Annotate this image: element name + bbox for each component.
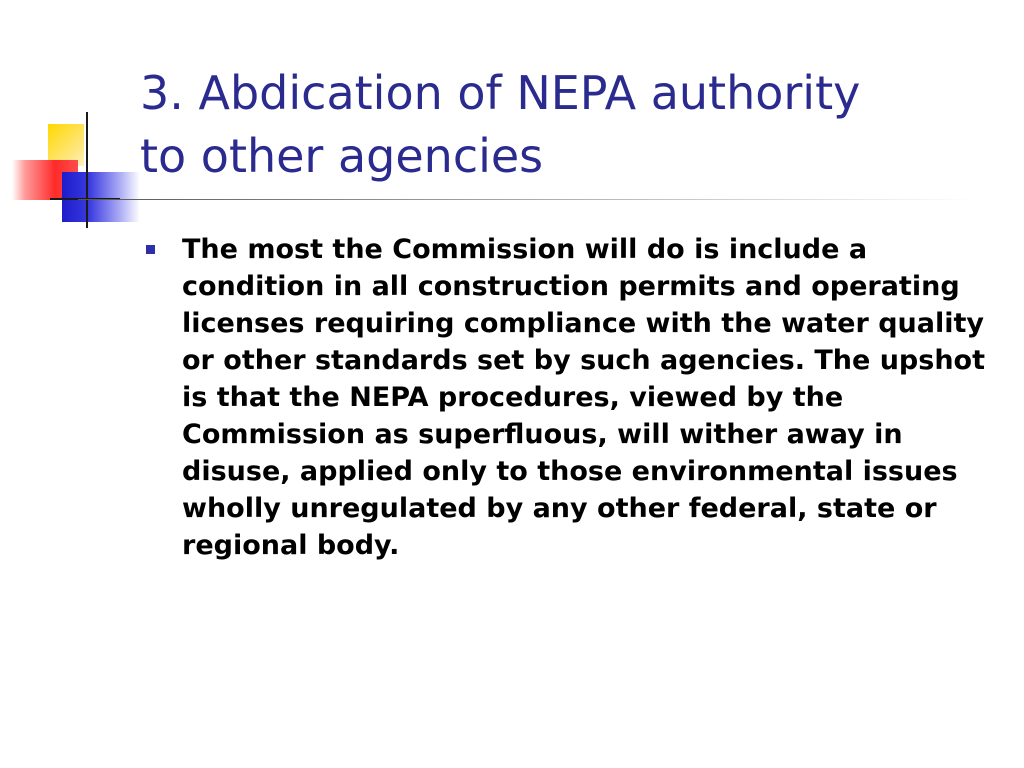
logo-blue-square: [62, 172, 140, 222]
bullet-item: [146, 231, 996, 564]
square-bullet-icon: [146, 245, 155, 254]
title-divider: [78, 199, 978, 200]
slide-title-line-1: 3. Abdication of NEPA authority: [140, 66, 861, 120]
slide-title-line-2: to other agencies: [140, 129, 544, 183]
bullet-text: The most the Commission will do is include a condition in all construction permits and operating licenses requiring compliance with the water quality or other standards set by such agencies. The upshot is that the NEPA procedures, viewed by the Commission as superfluous, will wither away in disuse, applied only to those environmental issues wholly unregulated by any other federal, state or regional body.: [182, 234, 986, 561]
corner-squares-logo-icon: [0, 0, 150, 240]
slide-body: [146, 231, 996, 564]
slide-title: [140, 62, 1000, 188]
logo-vertical-line: [86, 112, 88, 228]
